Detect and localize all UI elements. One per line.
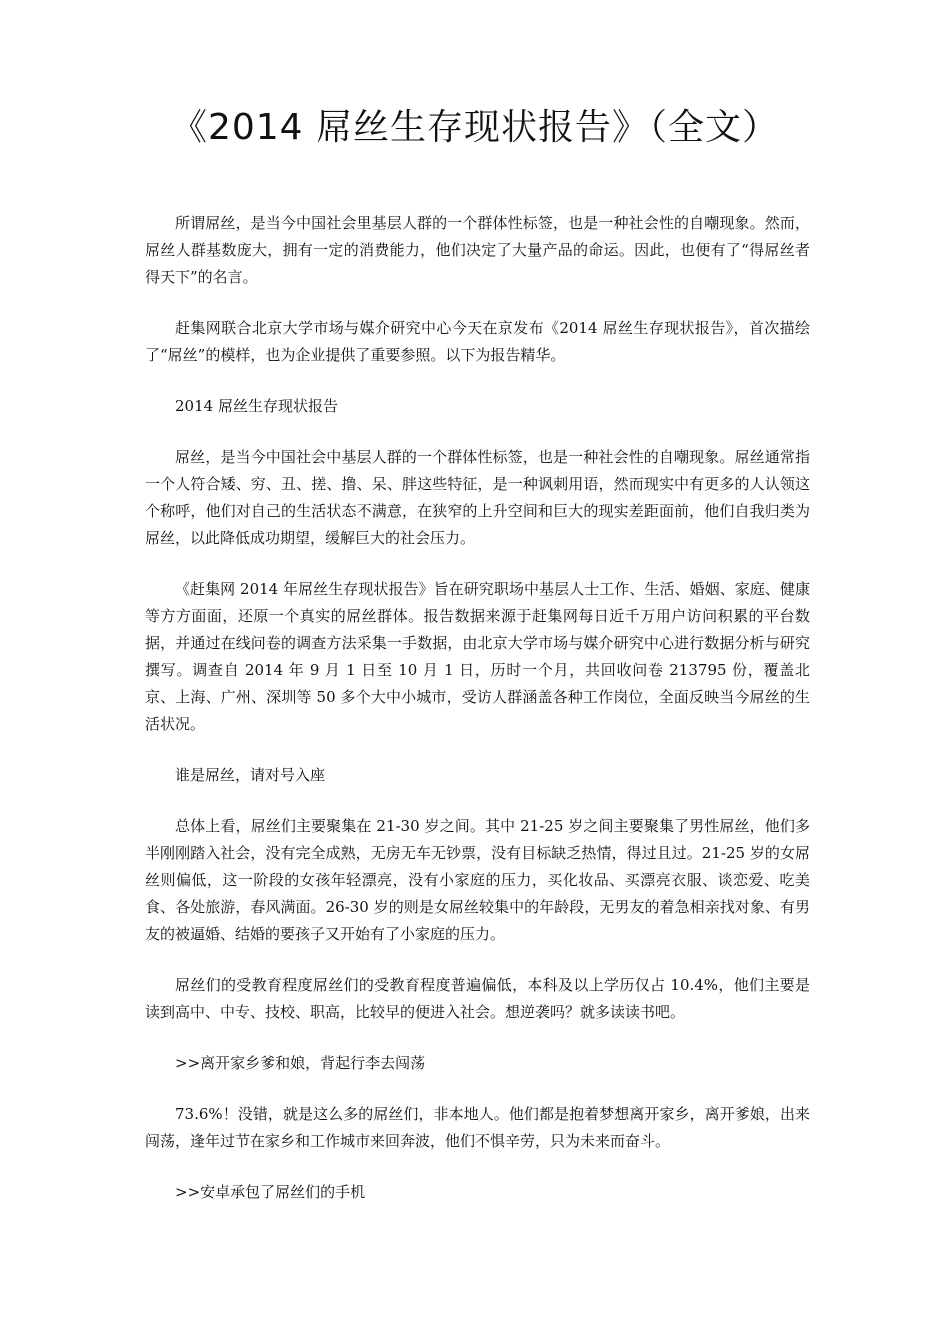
- release-paragraph: 赶集网联合北京大学市场与媒介研究中心今天在京发布《2014 屌丝生存现状报告》，首次描绘了“屌丝”的模样，也为企业提供了重要参照。以下为报告精华。: [145, 319, 810, 364]
- section-heading-hometown: >>离开家乡爹和娘，背起行李去闯荡: [175, 1054, 426, 1072]
- section-heading-who: 谁是屌丝，请对号入座: [175, 766, 326, 784]
- definition-paragraph: 屌丝，是当今中国社会中基层人群的一个群体性标签，也是一种社会性的自嘲现象。屌丝通常指一个人符合矮、穷、丑、搓、撸、呆、胖这些特征，是一种讽刺用语，然而现实中有更多的人认领这个称呼，他们对自己的生活状态不满意，在狭窄的上升空间和巨大的现实差距面前，他们自我归类为屌丝，以此降低成功期望，缓解巨大的社会压力。: [145, 448, 810, 547]
- hometown-paragraph: 73.6%！没错，就是这么多的屌丝们，非本地人。他们都是抱着梦想离开家乡，离开爹娘，出来闯荡，逢年过节在家乡和工作城市来回奔波，他们不惧辛劳，只为未来而奋斗。: [145, 1105, 810, 1150]
- education-paragraph: 屌丝们的受教育程度屌丝们的受教育程度普遍偏低，本科及以上学历仅占 10.4%，他们主要是读到高中、中专、技校、职高，比较早的便进入社会。想逆袭吗？就多读读书吧。: [145, 976, 810, 1021]
- age-paragraph: 总体上看，屌丝们主要聚集在 21-30 岁之间。其中 21-25 岁之间主要聚集了男性屌丝，他们多半刚刚踏入社会，没有完全成熟，无房无车无钞票，没有目标缺乏热情，得过且过。21-25 岁的女屌丝则偏低，这一阶段的女孩年轻漂亮，没有小家庭的压力，买化妆品、买漂亮衣服、谈恋爱、吃美食、各处旅游，春风满面。26-30 岁的则是女屌丝较集中的年龄段，无男友的着急相亲找对象、有男友的被逼婚、结婚的要孩子又开始有了小家庭的压力。: [145, 817, 810, 943]
- methodology-paragraph: 《赶集网 2014 年屌丝生存现状报告》旨在研究职场中基层人士工作、生活、婚姻、家庭、健康等方方面面，还原一个真实的屌丝群体。报告数据来源于赶集网每日近千万用户访问积累的平台数据，并通过在线问卷的调查方法采集一手数据，由北京大学市场与媒介研究中心进行数据分析与研究撰写。调查自 2014 年 9 月 1 日至 10 月 1 日，历时一个月，共回收问卷 213795 份，覆盖北京、上海、广州、深圳等 50 多个大中小城市，受访人群涵盖各种工作岗位，全面反映当今屌丝的生活状况。: [145, 580, 810, 733]
- intro-paragraph: 所谓屌丝，是当今中国社会里基层人群的一个群体性标签，也是一种社会性的自嘲现象。然而，屌丝人群基数庞大，拥有一定的消费能力，他们决定了大量产品的命运。因此，也便有了“得屌丝者得天下”的名言。: [145, 214, 810, 286]
- document-body: [145, 210, 810, 1230]
- section-heading-android: >>安卓承包了屌丝们的手机: [175, 1183, 366, 1201]
- document-title: 《2014 屌丝生存现状报告》（全文）: [170, 107, 780, 148]
- report-heading: 2014 屌丝生存现状报告: [175, 397, 338, 415]
